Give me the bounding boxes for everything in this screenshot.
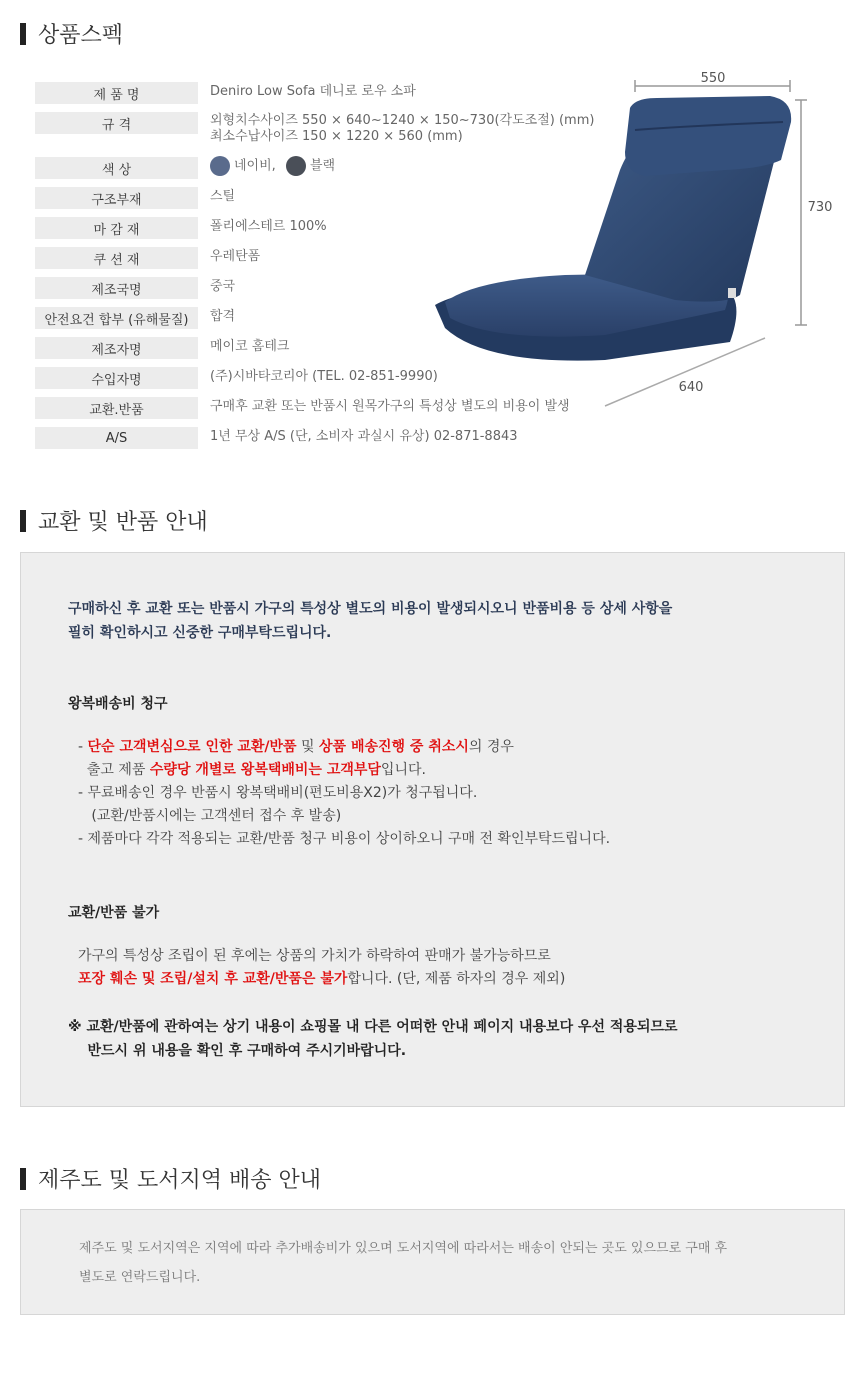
title-bar-marker	[20, 510, 26, 532]
spec-value: (주)시바타코리아 (TEL. 02-851-9990)	[210, 369, 438, 384]
jeju-line: 별도로 연락드립니다.	[79, 1270, 201, 1285]
spec-label: 색 상	[35, 157, 198, 179]
bullet-line: - 무료배송인 경우 반품시 왕복택배비(편도비용X2)가 청구됩니다.	[78, 785, 478, 801]
spec-label: 제 품 명	[35, 82, 198, 104]
text-segment: 입니다.	[380, 762, 426, 778]
text-segment: 합니다. (단, 제품 하자의 경우 제외)	[347, 971, 566, 987]
spec-label: 쿠 션 재	[35, 247, 198, 269]
bullet-line: - 제품마다 각각 적용되는 교환/반품 청구 비용이 상이하오니 구매 전 확인부탁드립니다.	[78, 831, 611, 847]
spec-value: 우레탄폼	[210, 249, 261, 264]
shipping-bullets	[78, 736, 610, 851]
note-line: ※ 교환/반품에 관하여는 상기 내용이 쇼핑몰 내 다른 어떠한 안내 페이지 내용보다 우선 적용되므로	[68, 1019, 678, 1035]
no-return-line: 가구의 특성상 조립이 된 후에는 상품의 가치가 하락하여 판매가 불가능하므로	[78, 948, 551, 964]
spec-title-text: 상품스펙	[38, 23, 124, 48]
spec-value: 폴리에스테르 100%	[210, 219, 327, 234]
spec-label: 규 격	[35, 112, 198, 134]
spec-value: 메이코 홈테크	[210, 339, 290, 354]
text-segment: -	[78, 739, 88, 755]
bullet-line: (교환/반품시에는 고객센터 접수 후 발송)	[78, 808, 342, 824]
bullet-line	[78, 736, 610, 759]
no-return-heading: 교환/반품 불가	[68, 905, 160, 921]
spec-value-line: 최소수납사이즈 150 × 1220 × 560 (mm)	[210, 129, 463, 144]
highlight-text: 단순 고객변심으로 인한 교환/반품	[87, 739, 297, 755]
height-label: 730	[807, 200, 833, 215]
sofa-tag	[728, 288, 736, 298]
bullet-line	[78, 759, 610, 782]
spec-label: 제조국명	[35, 277, 198, 299]
exchange-title-text: 교환 및 반품 안내	[38, 510, 208, 535]
highlight-text: 상품 배송진행 중 취소시	[319, 739, 469, 755]
sofa-headrest	[625, 96, 791, 176]
color-name: 블랙	[309, 158, 336, 174]
intro-line: 필히 확인하시고 신중한 구매부탁드립니다.	[68, 625, 332, 641]
spec-label: A/S	[35, 427, 198, 449]
spec-value-line: 외형치수사이즈 550 × 640~1240 × 150~730(각도조절) (mm)	[210, 113, 595, 128]
jeju-title-text: 제주도 및 도서지역 배송 안내	[38, 1168, 321, 1193]
exchange-section-title	[20, 505, 208, 536]
spec-value: 스틸	[210, 189, 236, 204]
spec-section-title	[20, 18, 123, 49]
shipping-heading: 왕복배송비 청구	[68, 696, 168, 712]
text-segment: 의 경우	[468, 739, 514, 755]
no-return-text	[78, 945, 565, 991]
jeju-text	[79, 1234, 727, 1292]
highlight-text: 포장 훼손 및 조립/설치 후 교환/반품은 불가	[78, 971, 348, 987]
color-name: 네이비,	[234, 158, 276, 174]
spec-value: Deniro Low Sofa 데니로 로우 소파	[210, 84, 416, 99]
spec-label: 마 감 재	[35, 217, 198, 239]
depth-label: 640	[678, 380, 704, 395]
spec-row	[35, 424, 615, 454]
width-label: 550	[700, 71, 726, 86]
spec-label: 수입자명	[35, 367, 198, 389]
text-segment: 및	[296, 739, 320, 755]
spec-value: 중국	[210, 279, 236, 294]
no-return-line	[78, 968, 565, 991]
spec-value: 합격	[210, 309, 236, 324]
color-values	[210, 156, 335, 176]
navy-swatch	[210, 156, 230, 176]
spec-label: 제조자명	[35, 337, 198, 359]
jeju-section-title	[20, 1163, 321, 1194]
jeju-line: 제주도 및 도서지역은 지역에 따라 추가배송비가 있으며 도서지역에 따라서는 배송이 안되는 곳도 있으므로 구매 후	[79, 1241, 728, 1256]
spec-value: 구매후 교환 또는 반품시 원목가구의 특성상 별도의 비용이 발생	[210, 399, 570, 414]
spec-label: 구조부재	[35, 187, 198, 209]
sofa-illustration	[425, 60, 845, 420]
title-bar-marker	[20, 1168, 26, 1190]
title-bar-marker	[20, 23, 26, 45]
spec-label: 안전요건 합부 (유해물질)	[35, 307, 198, 329]
jeju-info-box	[20, 1209, 845, 1315]
priority-note	[68, 1015, 678, 1063]
exchange-intro	[68, 597, 672, 645]
spec-label: 교환.반품	[35, 397, 198, 419]
text-segment: 출고 제품	[78, 762, 150, 778]
highlight-text: 수량당 개별로 왕복택배비는 고객부담	[149, 762, 381, 778]
black-swatch	[286, 156, 306, 176]
spec-value: 1년 무상 A/S (단, 소비자 과실시 유상) 02-871-8843	[210, 429, 518, 444]
exchange-info-box	[20, 552, 845, 1107]
note-line: 반드시 위 내용을 확인 후 구매하여 주시기바랍니다.	[68, 1043, 407, 1059]
intro-line: 구매하신 후 교환 또는 반품시 가구의 특성상 별도의 비용이 발생되시오니 반품비용 등 상세 사항을	[68, 601, 673, 617]
